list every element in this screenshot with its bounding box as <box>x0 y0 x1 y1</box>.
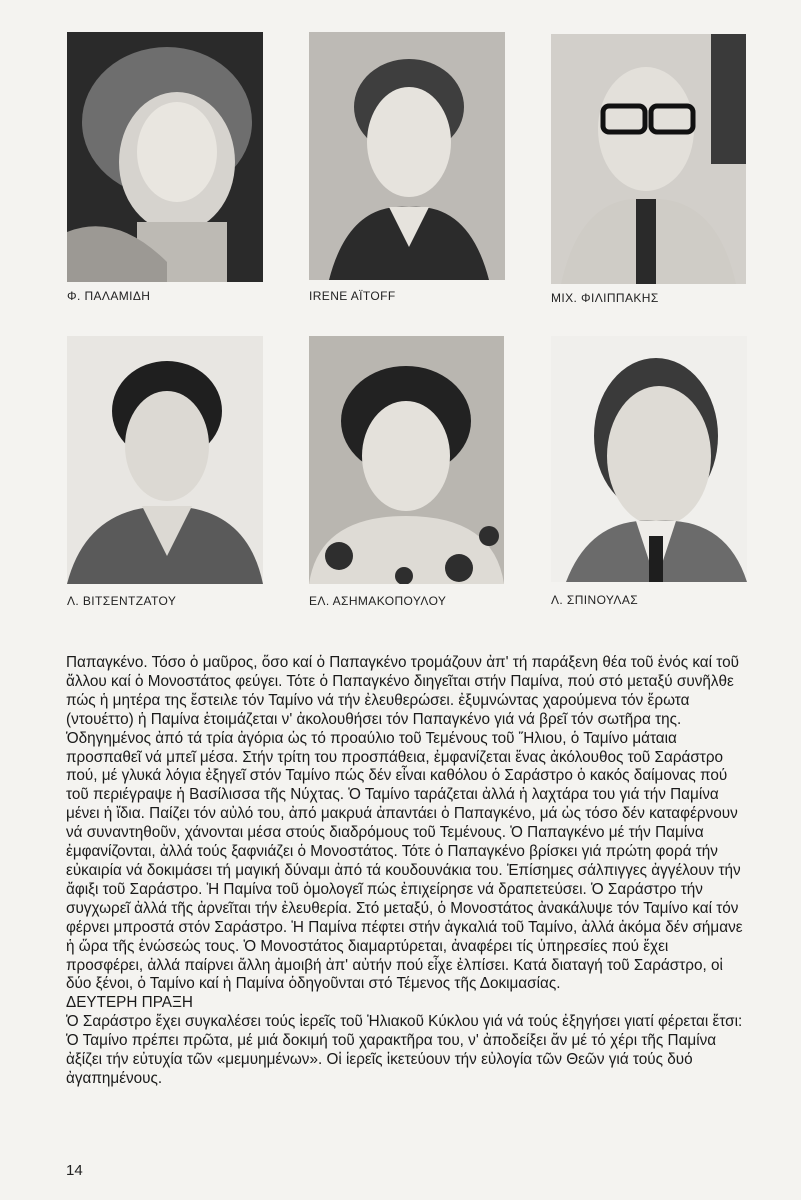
portrait-photo-4 <box>67 336 263 584</box>
paragraph-2: Ὁδηγημένος ἀπό τά τρία ἀγόρια ὡς τό προαύλιο τοῦ Τεμένους τοῦ Ἥλιου, ὁ Ταμίνο μάταια προσπαθεῖ νά μπεῖ μέσα. Στήν τρίτη του προσπάθεια, ἐμφανίζεται ἕνας ἀκόλουθος τοῦ Σαράστρο πού, μέ γλυκά λόγια ἐξηγεῖ στόν Ταμίνο πώς δέν εἶναι καθόλου ὁ Σαράστρο ὁ κακός δαίμονας πού τοῦ περιέγραψε ἡ Βασίλισσα τῆς Νύχτας. Ὁ Ταμίνο ταράζεται ἀλλά ἡ λαχτάρα του γιά τήν Παμίνα μένει ἡ ἴδια. Παίζει τόν αὐλό του, ἀπό μακρυά ἀπαντάει ὁ Παπαγκένο, μά ὡς τόσο δέν καταφέρνουν νά συναντηθοῦν, χάνονται μέσα στούς διαδρόμους τοῦ Τεμένους. Ὁ Παπαγκένο μέ τήν Παμίνα ἐμφανίζονται, ἀλλά τούς ξαφνιάζει ὁ Μονοστάτος. Τότε ὁ Παπαγκένο βρίσκει γιά πρώτη φορά τήν εὐκαιρία νά δοκιμάσει τή μαγική δύναμι ἀπό τά κουδουνάκια του. Ἐπίσημες σάλπιγγες ἀγγέλουν τήν ἄφιξι τοῦ Σαράστρο. Ἡ Παμίνα τοῦ ὁμολογεῖ πώς ἐπιχείρησε νά δραπετεύσει. Ὁ Σαράστρο τήν συγχωρεῖ ἀλλά τῆς ἀρνεῖται τήν ἐλευθερία. Στό μεταξύ, ὁ Μονοστάτος ἀνακάλυψε τόν Ταμίνο καί τόν φέρνει μπροστά στόν Σαράστρο. Ἡ Παμίνα πέφτει στήν ἀγκαλιά τοῦ Ταμίνο, ἀλλά ἀκόμα δέν σήμανε ἡ ὥρα τῆς ἑνώσεώς τους. Ὁ Μονοστάτος διαμαρτύρεται, ἀναφέρει τίς ὑπηρεσίες πού ἔχει προσφέρει, ἀλλά παίρνει ἄλλη ἀμοιβή ἀπ' αὐτήν πού εἶχε ἐλπίσει. Κατά διαταγή τοῦ Σαράστρο, οἱ δύο ξένοι, ὁ Ταμίνο καί ἡ Παμίνα ὁδηγοῦνται στό Τέμενος τῆς Δοκιμασίας. <box>66 729 743 993</box>
page-number: 14 <box>66 1162 83 1179</box>
portrait-caption-2: IRENE AÏTOFF <box>309 289 396 303</box>
portrait-photo-6 <box>551 336 747 582</box>
portrait-caption-6: Λ. ΣΠΙΝΟΥΛΑΣ <box>551 593 639 607</box>
portrait-caption-1: Φ. ΠΑΛΑΜΙΔΗ <box>67 289 151 303</box>
portrait-photo-5 <box>309 336 504 584</box>
portrait-photo-2 <box>309 32 505 280</box>
portrait-photo-1 <box>67 32 263 282</box>
body-text <box>66 654 746 1089</box>
paragraph-3: Ὁ Σαράστρο ἔχει συγκαλέσει τούς ἱερεῖς τοῦ Ἡλιακοῦ Κύκλου γιά νά τούς ἐξηγήσει γιατί φέρεται ἔτσι: Ὁ Ταμίνο πρέπει πρῶτα, μέ μιά δοκιμή τοῦ χαρακτῆρα του, ν' ἀποδείξει ἄν μέ τό χέρι τῆς Παμίνα ἀξίζει τήν εὐτυχία τῶν «μεμυημένων». Οἱ ἱερεῖς ἱκετεύουν τήν εὐλογία τῶν Θεῶν γιά τούς δυό ἀγαπημένους. <box>66 1013 743 1087</box>
portrait-caption-5: ΕΛ. ΑΣΗΜΑΚΟΠΟΥΛΟΥ <box>309 594 447 608</box>
portrait-caption-4: Λ. ΒΙΤΣΕΝΤΖΑΤΟΥ <box>67 594 177 608</box>
portrait-caption-3: ΜΙΧ. ΦΙΛΙΠΠΑΚΗΣ <box>551 291 659 305</box>
portrait-photo-3 <box>551 34 746 284</box>
section-heading: ΔΕΥΤΕΡΗ ΠΡΑΞΗ <box>66 994 193 1012</box>
paragraph-1: Παπαγκένο. Τόσο ὁ μαῦρος, ὅσο καί ὁ Παπαγκένο τρομάζουν ἀπ' τή παράξενη θέα τοῦ ἑνός καί τοῦ ἄλλου καί ὁ Μονοστάτος φεύγει. Τότε ὁ Παπαγκένο διηγεῖται στήν Παμίνα, πού στό μεταξύ συνῆλθε πώς ἡ μητέρα της ἔστειλε τόν Ταμίνο νά τήν ἐλευθερώσει. ἐξυμνώντας χαρούμενα τόν ἔρωτα (ντουέττο) ἡ Παμίνα ἑτοιμάζεται ν' ἀκολουθήσει τόν Παπαγκένο γιά νά βρεῖ τόν σωτῆρα της. <box>66 654 739 728</box>
